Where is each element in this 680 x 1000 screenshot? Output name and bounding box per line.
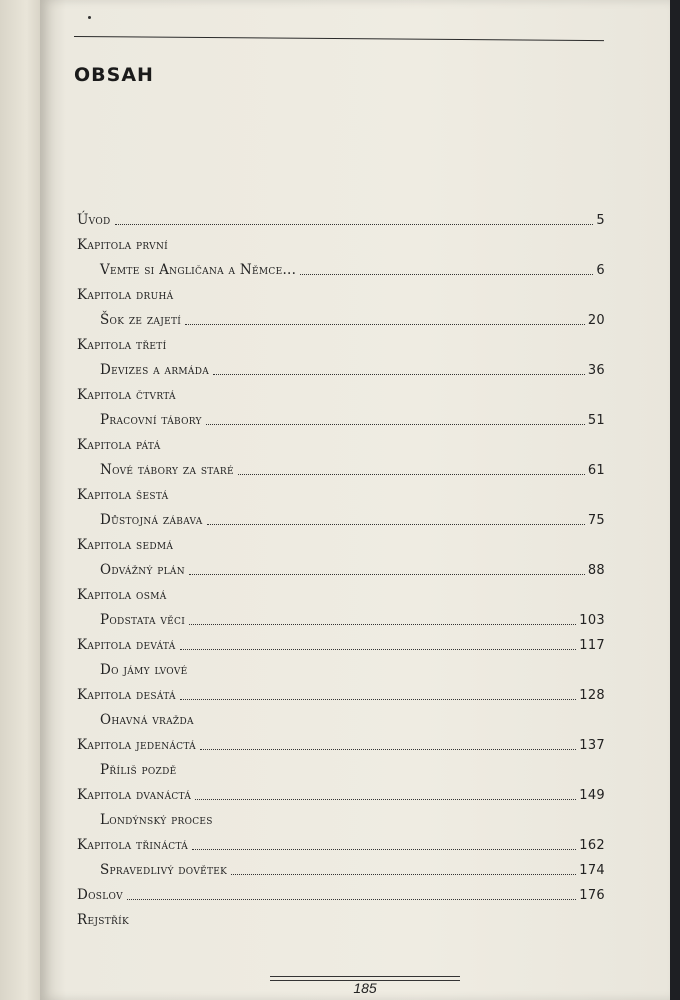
toc-entry-label: Kapitola osmá (77, 587, 167, 603)
toc-entry-label: Příliš pozdě (100, 762, 177, 778)
toc-entry-label: Kapitola sedmá (77, 537, 174, 553)
toc-leader-dots (200, 749, 576, 750)
toc-leader-dots (213, 374, 585, 375)
toc-entry-label: Šok ze zajetí (100, 312, 182, 328)
toc-entry-label: Kapitola třináctá (77, 837, 189, 853)
toc-entry-chapter (77, 829, 605, 854)
toc-entry-page: 162 (579, 838, 605, 853)
header-rule (74, 36, 604, 41)
toc-leader-dots (180, 699, 576, 700)
toc-entry-chapter (77, 679, 605, 704)
toc-entry-label: Rejstřík (77, 912, 129, 928)
toc-entry-page: 149 (579, 788, 605, 803)
toc-entry-title (77, 704, 605, 729)
toc-entry-page: 36 (587, 363, 605, 378)
toc-entry-title (77, 804, 605, 829)
toc-entry-chapter (77, 629, 605, 654)
toc-entry-page: 117 (579, 638, 605, 653)
toc-leader-dots (195, 799, 576, 800)
toc-entry-title (77, 554, 605, 579)
toc-leader-dots (115, 224, 594, 225)
toc-entry-chapter (77, 479, 605, 504)
toc-leader-dots (180, 649, 577, 650)
toc-entry-chapter (77, 429, 605, 454)
toc-entry-title (77, 504, 605, 529)
toc-leader-dots (189, 624, 576, 625)
toc-entry-label: Kapitola druhá (77, 287, 174, 303)
toc-entry-label: Kapitola čtvrtá (77, 387, 176, 403)
toc-entry-label: Do jámy lvové (100, 662, 188, 678)
toc-entry-label: Ohavná vražda (100, 712, 194, 728)
toc-entry-title (77, 654, 605, 679)
toc-entry-label: Kapitola první (77, 237, 168, 253)
toc-entry-page: 88 (587, 563, 605, 578)
toc-entry-page: 61 (587, 463, 605, 478)
toc-entry-title (77, 404, 605, 429)
toc-entry-label: Důstojná zábava (100, 512, 203, 528)
toc-entry-title (77, 304, 605, 329)
toc-entry-title (77, 754, 605, 779)
toc-leader-dots (300, 274, 593, 275)
toc-entry-chapter (77, 904, 605, 929)
page-footer (270, 970, 460, 996)
toc-entry-label: Vemte si Angličana a Němce... (100, 262, 297, 278)
toc-entry-label: Kapitola třetí (77, 337, 167, 353)
toc-entry-label: Podstata věci (100, 612, 186, 628)
toc-entry-label: Kapitola desátá (77, 687, 176, 703)
toc-entry-title (77, 254, 605, 279)
toc-leader-dots (185, 324, 585, 325)
toc-entry-title (77, 454, 605, 479)
toc-entry-label: Kapitola devátá (77, 637, 176, 653)
toc-leader-dots (127, 899, 576, 900)
toc-entry-chapter (77, 229, 605, 254)
toc-entry-page: 174 (579, 863, 605, 878)
toc-entry-chapter (77, 279, 605, 304)
ink-dot (88, 16, 91, 19)
book-page (40, 0, 670, 1000)
toc-entry-label: Doslov (77, 887, 123, 903)
toc-entry-page: 103 (579, 613, 605, 628)
toc-entry-title (77, 354, 605, 379)
toc-entry-page: 176 (579, 888, 605, 903)
toc-entry-page: 6 (596, 263, 605, 278)
toc-leader-dots (207, 524, 585, 525)
toc-entry-label: Spravedlivý dovětek (100, 862, 228, 878)
toc-entry-label: Nové tábory za staré (100, 462, 234, 478)
toc-entry-title (77, 604, 605, 629)
footer-rule-top (270, 976, 460, 977)
toc-entry-chapter (77, 729, 605, 754)
toc-entry-label: Odvážný plán (100, 562, 185, 578)
toc-entry-page: 51 (587, 413, 605, 428)
toc-leader-dots (206, 424, 585, 425)
toc-entry-label: Kapitola šestá (77, 487, 169, 503)
toc-leader-dots (192, 849, 576, 850)
toc-entry-page: 128 (579, 688, 605, 703)
toc-entry-page: 5 (596, 213, 605, 228)
toc-entry-label: Londýnský proces (100, 812, 213, 828)
toc-entry-label: Úvod (77, 212, 111, 228)
toc-entry-label: Pracovní tábory (100, 412, 202, 428)
page-number: 185 (353, 980, 377, 996)
page-title: OBSAH (74, 64, 154, 86)
toc-entry-chapter (77, 529, 605, 554)
toc-entry-page: 75 (587, 513, 605, 528)
toc-entry-title (77, 854, 605, 879)
toc-entry-page: 137 (579, 738, 605, 753)
toc-entry-label: Kapitola pátá (77, 437, 161, 453)
toc-entry-chapter (77, 329, 605, 354)
toc-leader-dots (231, 874, 576, 875)
toc-leader-dots (189, 574, 585, 575)
toc-entry-chapter (77, 379, 605, 404)
toc-leader-dots (238, 474, 585, 475)
toc-entry-chapter (77, 879, 605, 904)
toc-entry-chapter (77, 779, 605, 804)
table-of-contents (77, 204, 605, 929)
toc-entry-chapter (77, 579, 605, 604)
toc-entry-label: Kapitola jedenáctá (77, 737, 196, 753)
toc-entry-label: Kapitola dvanáctá (77, 787, 192, 803)
toc-entry-chapter (77, 204, 605, 229)
toc-entry-page: 20 (587, 313, 605, 328)
toc-entry-label: Devizes a armáda (100, 362, 210, 378)
